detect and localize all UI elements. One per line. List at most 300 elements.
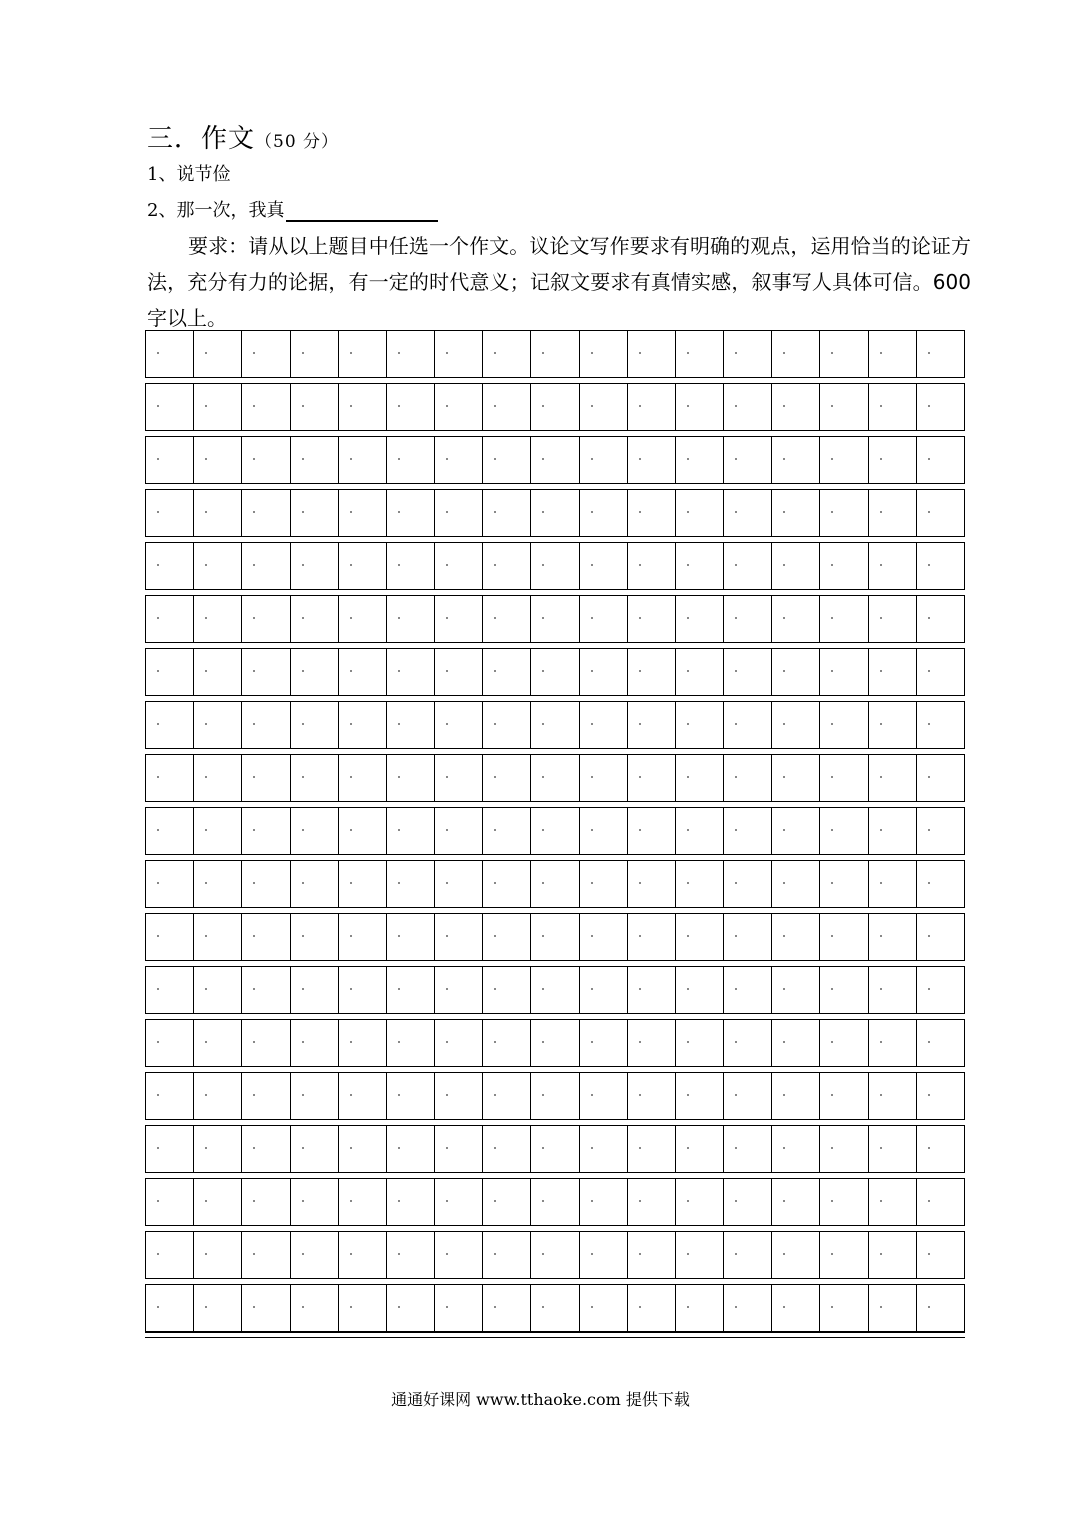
grid-cell[interactable] — [772, 543, 820, 589]
grid-cell[interactable] — [869, 331, 917, 377]
grid-cell[interactable] — [146, 914, 194, 960]
grid-cell[interactable] — [531, 755, 579, 801]
grid-cell[interactable] — [146, 1179, 194, 1225]
grid-cell[interactable] — [724, 1073, 772, 1119]
grid-cell[interactable] — [869, 808, 917, 854]
grid-cell[interactable] — [242, 1020, 290, 1066]
grid-cell[interactable] — [291, 490, 339, 536]
grid-cell[interactable] — [435, 1285, 483, 1331]
grid-cell[interactable] — [483, 967, 531, 1013]
grid-cell[interactable] — [146, 543, 194, 589]
grid-cell[interactable] — [917, 1126, 964, 1172]
grid-cell[interactable] — [435, 914, 483, 960]
grid-cell[interactable] — [917, 755, 964, 801]
grid-cell[interactable] — [291, 1020, 339, 1066]
grid-cell[interactable] — [820, 437, 868, 483]
grid-cell[interactable] — [146, 384, 194, 430]
grid-cell[interactable] — [869, 861, 917, 907]
grid-cell[interactable] — [724, 1232, 772, 1278]
grid-cell[interactable] — [242, 914, 290, 960]
grid-cell[interactable] — [242, 1285, 290, 1331]
grid-cell[interactable] — [435, 437, 483, 483]
grid-cell[interactable] — [242, 808, 290, 854]
grid-cell[interactable] — [435, 1073, 483, 1119]
grid-cell[interactable] — [242, 967, 290, 1013]
grid-cell[interactable] — [339, 702, 387, 748]
grid-cell[interactable] — [483, 331, 531, 377]
grid-cell[interactable] — [820, 702, 868, 748]
grid-cell[interactable] — [146, 1232, 194, 1278]
grid-cell[interactable] — [676, 596, 724, 642]
grid-cell[interactable] — [483, 490, 531, 536]
grid-cell[interactable] — [724, 490, 772, 536]
grid-cell[interactable] — [820, 1073, 868, 1119]
grid-cell[interactable] — [676, 331, 724, 377]
grid-cell[interactable] — [483, 649, 531, 695]
grid-cell[interactable] — [676, 1179, 724, 1225]
grid-cell[interactable] — [580, 384, 628, 430]
grid-cell[interactable] — [291, 596, 339, 642]
grid-cell[interactable] — [339, 1073, 387, 1119]
grid-cell[interactable] — [291, 1232, 339, 1278]
grid-cell[interactable] — [724, 967, 772, 1013]
grid-cell[interactable] — [339, 1020, 387, 1066]
grid-cell[interactable] — [869, 755, 917, 801]
grid-cell[interactable] — [628, 596, 676, 642]
grid-cell[interactable] — [435, 808, 483, 854]
grid-cell[interactable] — [724, 384, 772, 430]
grid-cell[interactable] — [339, 384, 387, 430]
grid-cell[interactable] — [194, 331, 242, 377]
grid-cell[interactable] — [724, 1285, 772, 1331]
grid-cell[interactable] — [531, 649, 579, 695]
grid-cell[interactable] — [242, 384, 290, 430]
grid-cell[interactable] — [387, 437, 435, 483]
grid-cell[interactable] — [194, 914, 242, 960]
grid-cell[interactable] — [194, 384, 242, 430]
grid-cell[interactable] — [194, 490, 242, 536]
grid-cell[interactable] — [387, 808, 435, 854]
grid-cell[interactable] — [724, 649, 772, 695]
grid-cell[interactable] — [194, 808, 242, 854]
grid-cell[interactable] — [194, 543, 242, 589]
grid-cell[interactable] — [724, 808, 772, 854]
grid-cell[interactable] — [435, 702, 483, 748]
grid-cell[interactable] — [869, 596, 917, 642]
grid-cell[interactable] — [772, 437, 820, 483]
grid-cell[interactable] — [580, 967, 628, 1013]
grid-cell[interactable] — [291, 914, 339, 960]
grid-cell[interactable] — [387, 967, 435, 1013]
grid-cell[interactable] — [483, 543, 531, 589]
grid-cell[interactable] — [291, 967, 339, 1013]
grid-cell[interactable] — [291, 861, 339, 907]
grid-cell[interactable] — [580, 490, 628, 536]
grid-cell[interactable] — [869, 490, 917, 536]
grid-cell[interactable] — [676, 967, 724, 1013]
grid-cell[interactable] — [194, 1020, 242, 1066]
grid-cell[interactable] — [772, 702, 820, 748]
grid-cell[interactable] — [242, 1126, 290, 1172]
grid-cell[interactable] — [820, 755, 868, 801]
grid-cell[interactable] — [676, 914, 724, 960]
grid-cell[interactable] — [146, 808, 194, 854]
grid-cell[interactable] — [194, 649, 242, 695]
grid-cell[interactable] — [435, 1020, 483, 1066]
grid-cell[interactable] — [820, 384, 868, 430]
grid-cell[interactable] — [242, 1179, 290, 1225]
grid-cell[interactable] — [531, 437, 579, 483]
grid-cell[interactable] — [580, 1179, 628, 1225]
grid-cell[interactable] — [531, 331, 579, 377]
grid-cell[interactable] — [146, 967, 194, 1013]
grid-cell[interactable] — [820, 1232, 868, 1278]
grid-cell[interactable] — [772, 914, 820, 960]
grid-cell[interactable] — [387, 914, 435, 960]
grid-cell[interactable] — [628, 861, 676, 907]
grid-cell[interactable] — [580, 437, 628, 483]
grid-cell[interactable] — [580, 596, 628, 642]
grid-cell[interactable] — [820, 1020, 868, 1066]
grid-cell[interactable] — [194, 967, 242, 1013]
grid-cell[interactable] — [291, 755, 339, 801]
grid-cell[interactable] — [628, 967, 676, 1013]
grid-cell[interactable] — [724, 861, 772, 907]
grid-cell[interactable] — [242, 1232, 290, 1278]
grid-cell[interactable] — [387, 1126, 435, 1172]
grid-cell[interactable] — [724, 596, 772, 642]
grid-cell[interactable] — [291, 1126, 339, 1172]
grid-cell[interactable] — [387, 596, 435, 642]
grid-cell[interactable] — [628, 1073, 676, 1119]
grid-cell[interactable] — [339, 755, 387, 801]
grid-cell[interactable] — [869, 384, 917, 430]
grid-cell[interactable] — [194, 437, 242, 483]
grid-cell[interactable] — [628, 755, 676, 801]
grid-cell[interactable] — [291, 543, 339, 589]
grid-cell[interactable] — [242, 649, 290, 695]
grid-cell[interactable] — [339, 1179, 387, 1225]
grid-cell[interactable] — [483, 1232, 531, 1278]
grid-cell[interactable] — [628, 808, 676, 854]
grid-cell[interactable] — [917, 967, 964, 1013]
grid-cell[interactable] — [580, 1073, 628, 1119]
grid-cell[interactable] — [339, 1232, 387, 1278]
grid-cell[interactable] — [724, 437, 772, 483]
grid-cell[interactable] — [580, 808, 628, 854]
grid-cell[interactable] — [531, 1020, 579, 1066]
grid-cell[interactable] — [146, 1020, 194, 1066]
grid-cell[interactable] — [435, 1232, 483, 1278]
grid-cell[interactable] — [772, 596, 820, 642]
grid-cell[interactable] — [483, 808, 531, 854]
grid-cell[interactable] — [917, 384, 964, 430]
grid-cell[interactable] — [676, 490, 724, 536]
grid-cell[interactable] — [387, 1020, 435, 1066]
grid-cell[interactable] — [628, 331, 676, 377]
grid-cell[interactable] — [628, 543, 676, 589]
grid-cell[interactable] — [917, 1285, 964, 1331]
grid-cell[interactable] — [628, 1179, 676, 1225]
grid-cell[interactable] — [580, 1232, 628, 1278]
grid-cell[interactable] — [772, 808, 820, 854]
grid-cell[interactable] — [242, 1073, 290, 1119]
grid-cell[interactable] — [580, 1020, 628, 1066]
grid-cell[interactable] — [483, 1020, 531, 1066]
grid-cell[interactable] — [242, 437, 290, 483]
grid-cell[interactable] — [194, 1179, 242, 1225]
grid-cell[interactable] — [917, 808, 964, 854]
grid-cell[interactable] — [676, 437, 724, 483]
grid-cell[interactable] — [531, 543, 579, 589]
grid-cell[interactable] — [820, 967, 868, 1013]
grid-cell[interactable] — [291, 1285, 339, 1331]
grid-cell[interactable] — [676, 1232, 724, 1278]
grid-cell[interactable] — [483, 437, 531, 483]
grid-cell[interactable] — [917, 649, 964, 695]
grid-cell[interactable] — [676, 649, 724, 695]
grid-cell[interactable] — [146, 702, 194, 748]
grid-cell[interactable] — [146, 1285, 194, 1331]
grid-cell[interactable] — [291, 702, 339, 748]
grid-cell[interactable] — [772, 1073, 820, 1119]
grid-cell[interactable] — [387, 384, 435, 430]
grid-cell[interactable] — [483, 1126, 531, 1172]
grid-cell[interactable] — [772, 967, 820, 1013]
grid-cell[interactable] — [869, 437, 917, 483]
grid-cell[interactable] — [917, 702, 964, 748]
grid-cell[interactable] — [387, 861, 435, 907]
grid-cell[interactable] — [339, 1126, 387, 1172]
grid-cell[interactable] — [676, 543, 724, 589]
grid-cell[interactable] — [820, 596, 868, 642]
grid-cell[interactable] — [483, 384, 531, 430]
grid-cell[interactable] — [917, 914, 964, 960]
grid-cell[interactable] — [242, 331, 290, 377]
grid-cell[interactable] — [917, 596, 964, 642]
grid-cell[interactable] — [531, 914, 579, 960]
grid-cell[interactable] — [291, 331, 339, 377]
grid-cell[interactable] — [917, 1232, 964, 1278]
grid-cell[interactable] — [291, 808, 339, 854]
grid-cell[interactable] — [339, 543, 387, 589]
grid-cell[interactable] — [628, 1020, 676, 1066]
grid-cell[interactable] — [339, 808, 387, 854]
grid-cell[interactable] — [291, 384, 339, 430]
grid-cell[interactable] — [869, 1285, 917, 1331]
grid-cell[interactable] — [387, 1179, 435, 1225]
grid-cell[interactable] — [676, 384, 724, 430]
grid-cell[interactable] — [242, 490, 290, 536]
grid-cell[interactable] — [194, 1285, 242, 1331]
grid-cell[interactable] — [194, 1126, 242, 1172]
grid-cell[interactable] — [531, 490, 579, 536]
grid-cell[interactable] — [435, 331, 483, 377]
grid-cell[interactable] — [676, 702, 724, 748]
grid-cell[interactable] — [483, 596, 531, 642]
grid-cell[interactable] — [772, 649, 820, 695]
grid-cell[interactable] — [435, 1179, 483, 1225]
grid-cell[interactable] — [772, 1020, 820, 1066]
grid-cell[interactable] — [531, 808, 579, 854]
grid-cell[interactable] — [820, 490, 868, 536]
grid-cell[interactable] — [869, 543, 917, 589]
grid-cell[interactable] — [531, 1126, 579, 1172]
grid-cell[interactable] — [242, 755, 290, 801]
grid-cell[interactable] — [242, 861, 290, 907]
grid-cell[interactable] — [917, 1179, 964, 1225]
grid-cell[interactable] — [820, 914, 868, 960]
grid-cell[interactable] — [194, 1232, 242, 1278]
grid-cell[interactable] — [387, 702, 435, 748]
grid-cell[interactable] — [483, 861, 531, 907]
grid-cell[interactable] — [483, 1285, 531, 1331]
grid-cell[interactable] — [435, 490, 483, 536]
grid-cell[interactable] — [291, 1179, 339, 1225]
grid-cell[interactable] — [531, 1285, 579, 1331]
grid-cell[interactable] — [435, 1126, 483, 1172]
grid-cell[interactable] — [531, 1232, 579, 1278]
grid-cell[interactable] — [531, 702, 579, 748]
grid-cell[interactable] — [917, 861, 964, 907]
grid-cell[interactable] — [580, 755, 628, 801]
grid-cell[interactable] — [531, 596, 579, 642]
grid-cell[interactable] — [339, 596, 387, 642]
grid-cell[interactable] — [628, 1126, 676, 1172]
grid-cell[interactable] — [820, 861, 868, 907]
grid-cell[interactable] — [194, 596, 242, 642]
grid-cell[interactable] — [291, 649, 339, 695]
grid-cell[interactable] — [869, 967, 917, 1013]
grid-cell[interactable] — [242, 702, 290, 748]
grid-cell[interactable] — [531, 384, 579, 430]
grid-cell[interactable] — [531, 1073, 579, 1119]
grid-cell[interactable] — [387, 1285, 435, 1331]
grid-cell[interactable] — [869, 1232, 917, 1278]
grid-cell[interactable] — [387, 543, 435, 589]
grid-cell[interactable] — [146, 755, 194, 801]
grid-cell[interactable] — [580, 649, 628, 695]
grid-cell[interactable] — [580, 543, 628, 589]
grid-cell[interactable] — [339, 967, 387, 1013]
grid-cell[interactable] — [917, 490, 964, 536]
grid-cell[interactable] — [724, 755, 772, 801]
grid-cell[interactable] — [820, 1126, 868, 1172]
grid-cell[interactable] — [820, 808, 868, 854]
grid-cell[interactable] — [339, 490, 387, 536]
grid-cell[interactable] — [724, 914, 772, 960]
grid-cell[interactable] — [820, 649, 868, 695]
grid-cell[interactable] — [724, 702, 772, 748]
grid-cell[interactable] — [580, 702, 628, 748]
grid-cell[interactable] — [242, 543, 290, 589]
grid-cell[interactable] — [724, 1179, 772, 1225]
grid-cell[interactable] — [146, 331, 194, 377]
grid-cell[interactable] — [435, 967, 483, 1013]
grid-cell[interactable] — [676, 755, 724, 801]
grid-cell[interactable] — [387, 755, 435, 801]
grid-cell[interactable] — [869, 1073, 917, 1119]
grid-cell[interactable] — [869, 1126, 917, 1172]
grid-cell[interactable] — [146, 861, 194, 907]
grid-cell[interactable] — [820, 331, 868, 377]
grid-cell[interactable] — [146, 596, 194, 642]
grid-cell[interactable] — [387, 1073, 435, 1119]
grid-cell[interactable] — [483, 914, 531, 960]
grid-cell[interactable] — [194, 1073, 242, 1119]
grid-cell[interactable] — [146, 490, 194, 536]
grid-cell[interactable] — [387, 331, 435, 377]
grid-cell[interactable] — [628, 649, 676, 695]
grid-cell[interactable] — [772, 755, 820, 801]
grid-cell[interactable] — [869, 702, 917, 748]
grid-cell[interactable] — [339, 331, 387, 377]
grid-cell[interactable] — [724, 331, 772, 377]
grid-cell[interactable] — [869, 1179, 917, 1225]
grid-cell[interactable] — [676, 861, 724, 907]
grid-cell[interactable] — [435, 384, 483, 430]
grid-cell[interactable] — [628, 437, 676, 483]
grid-cell[interactable] — [483, 1073, 531, 1119]
grid-cell[interactable] — [917, 331, 964, 377]
grid-cell[interactable] — [483, 755, 531, 801]
grid-cell[interactable] — [339, 437, 387, 483]
grid-cell[interactable] — [242, 596, 290, 642]
grid-cell[interactable] — [580, 861, 628, 907]
grid-cell[interactable] — [772, 384, 820, 430]
grid-cell[interactable] — [387, 649, 435, 695]
grid-cell[interactable] — [483, 702, 531, 748]
grid-cell[interactable] — [724, 1126, 772, 1172]
grid-cell[interactable] — [580, 1285, 628, 1331]
grid-cell[interactable] — [772, 1126, 820, 1172]
grid-cell[interactable] — [628, 490, 676, 536]
grid-cell[interactable] — [628, 914, 676, 960]
grid-cell[interactable] — [724, 543, 772, 589]
grid-cell[interactable] — [435, 596, 483, 642]
grid-cell[interactable] — [628, 1285, 676, 1331]
grid-cell[interactable] — [676, 1285, 724, 1331]
grid-cell[interactable] — [291, 1073, 339, 1119]
grid-cell[interactable] — [435, 543, 483, 589]
grid-cell[interactable] — [194, 755, 242, 801]
grid-cell[interactable] — [146, 437, 194, 483]
grid-cell[interactable] — [917, 1020, 964, 1066]
grid-cell[interactable] — [772, 1232, 820, 1278]
grid-cell[interactable] — [869, 649, 917, 695]
grid-cell[interactable] — [531, 967, 579, 1013]
grid-cell[interactable] — [339, 649, 387, 695]
grid-cell[interactable] — [531, 1179, 579, 1225]
grid-cell[interactable] — [483, 1179, 531, 1225]
grid-cell[interactable] — [869, 1020, 917, 1066]
grid-cell[interactable] — [146, 1073, 194, 1119]
grid-cell[interactable] — [772, 490, 820, 536]
grid-cell[interactable] — [146, 649, 194, 695]
grid-cell[interactable] — [580, 331, 628, 377]
grid-cell[interactable] — [194, 702, 242, 748]
grid-cell[interactable] — [676, 1073, 724, 1119]
grid-cell[interactable] — [146, 1126, 194, 1172]
grid-cell[interactable] — [820, 1179, 868, 1225]
grid-cell[interactable] — [772, 1179, 820, 1225]
grid-cell[interactable] — [724, 1020, 772, 1066]
grid-cell[interactable] — [628, 384, 676, 430]
grid-cell[interactable] — [628, 702, 676, 748]
grid-cell[interactable] — [580, 914, 628, 960]
grid-cell[interactable] — [580, 1126, 628, 1172]
grid-cell[interactable] — [676, 1126, 724, 1172]
